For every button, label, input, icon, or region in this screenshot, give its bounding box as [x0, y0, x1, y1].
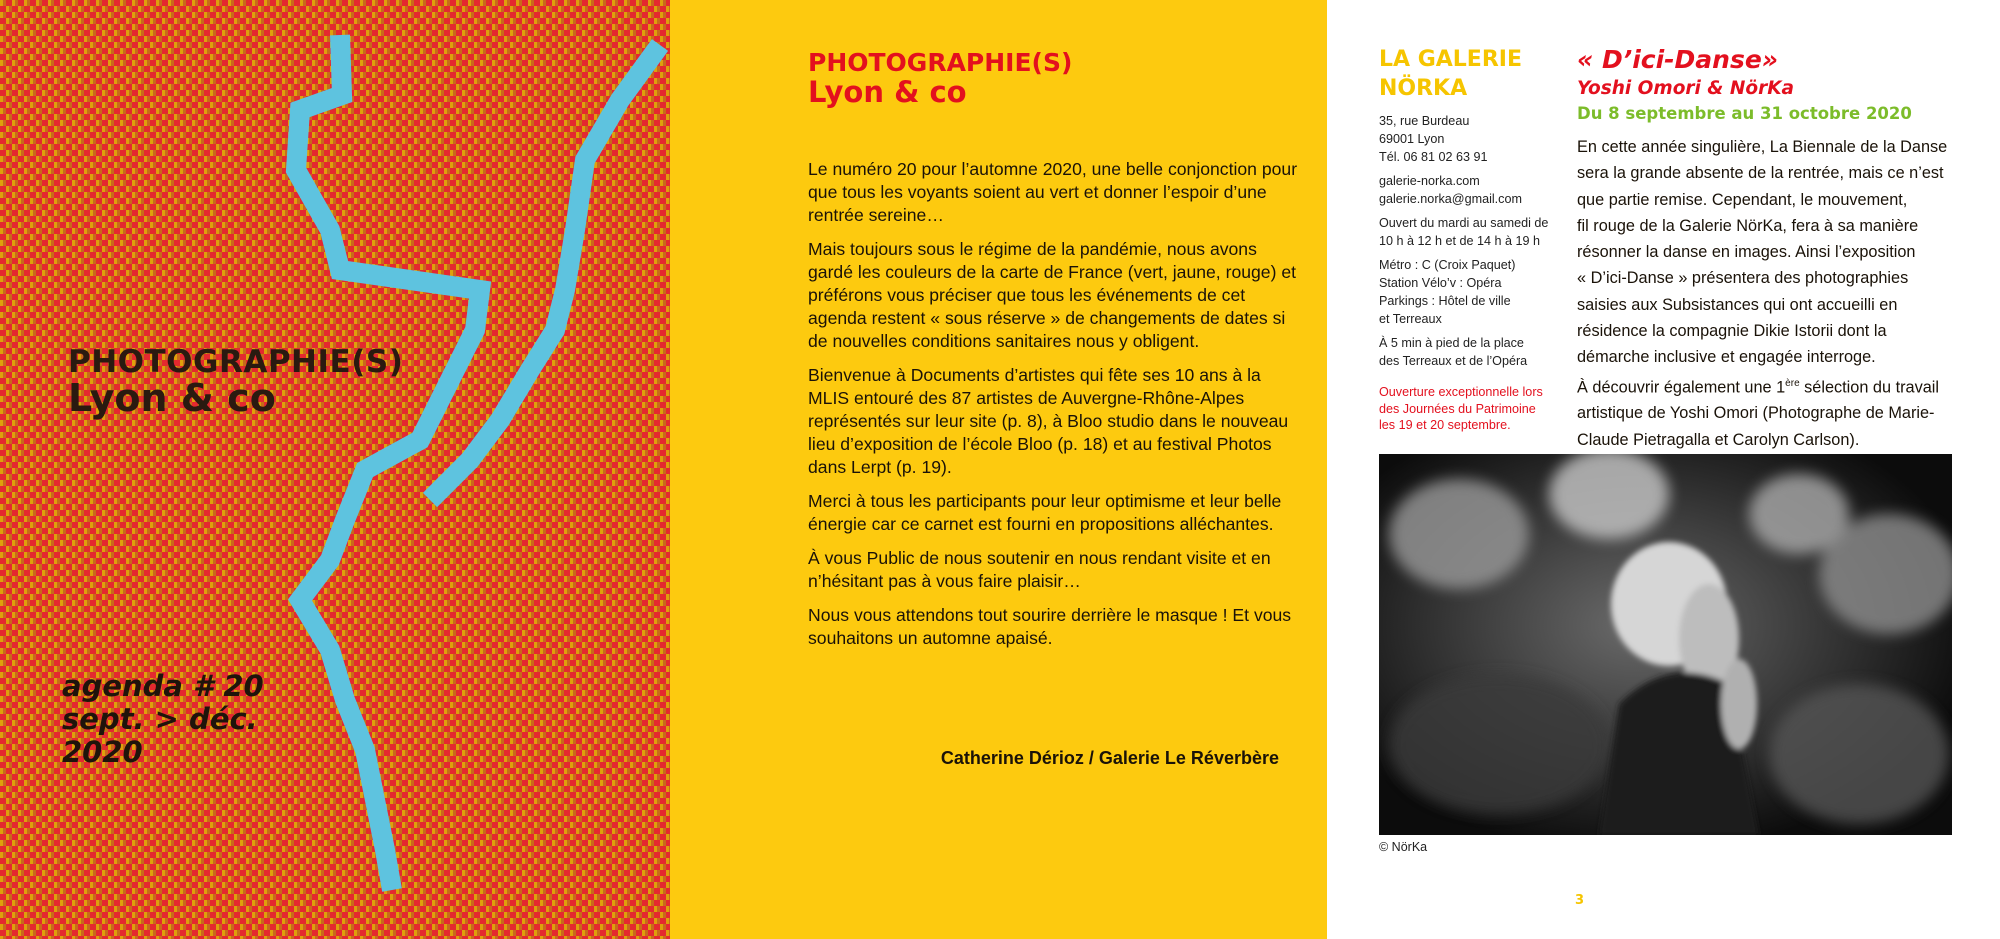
- editorial-heading-line2: Lyon & co: [808, 74, 967, 109]
- river-illustration: [0, 0, 670, 939]
- description-line: [1577, 371, 1962, 401]
- description-line: résonner la danse en images. Ainsi l’exposition: [1577, 243, 1916, 262]
- description-line: artistique de Yoshi Omori (Photographe de Marie-: [1577, 404, 1935, 423]
- exhibition-photo: [1379, 454, 1952, 835]
- description-line: sera la grande absente de la rentrée, mais ce n’est: [1577, 164, 1944, 183]
- description-line: Claude Pietragalla et Carolyn Carlson).: [1577, 430, 1860, 449]
- gallery-notice: [1379, 384, 1569, 434]
- exhibition-description: [1577, 134, 1962, 453]
- photo-credit: © NörKa: [1379, 840, 1428, 854]
- description-line: résidence la compagnie Dikie Istorii dont la: [1577, 322, 1887, 341]
- description-line10-post: sélection du travail: [1799, 378, 1939, 397]
- gallery-name-line2: NÖRKA: [1379, 76, 1468, 101]
- description-line: « D’ici-Danse » présentera des photographies: [1577, 269, 1909, 288]
- exhibition-title: « D’ici-Danse»: [1577, 45, 1779, 74]
- gallery-page: [1327, 0, 2000, 939]
- access-parking-line2: et Terreaux: [1379, 312, 1442, 326]
- exhibition-dates: Du 8 septembre au 31 octobre 2020: [1577, 104, 1912, 123]
- agenda-year: 2020: [62, 735, 143, 769]
- description-line: saisies aux Subsistances qui ont accueilli en: [1577, 295, 1898, 314]
- editorial-heading-line1: PHOTOGRAPHIE(S): [808, 48, 1073, 77]
- hours-line1: Ouvert du mardi au samedi de: [1379, 216, 1549, 230]
- gallery-name: [1379, 45, 1522, 103]
- editorial-body: [808, 158, 1298, 661]
- access-parking-line1: Parkings : Hôtel de ville: [1379, 294, 1511, 308]
- page-number: 3: [1575, 893, 1585, 908]
- gallery-hours: [1379, 214, 1569, 250]
- editorial-paragraph: Nous vous attendons tout sourire derrière le masque ! Et vous souhaitons un automne apaisé.: [808, 605, 1292, 648]
- gallery-contact: [1379, 172, 1569, 208]
- gallery-address: [1379, 112, 1569, 166]
- address-street: 35, rue Burdeau: [1379, 114, 1470, 128]
- cover-title: [68, 346, 403, 418]
- editorial-panel: [670, 0, 1327, 939]
- notice-line3: les 19 et 20 septembre.: [1379, 418, 1511, 432]
- cover-panel: [0, 0, 670, 939]
- access-metro: Métro : C (Croix Paquet): [1379, 258, 1516, 272]
- access-velov: Station Vélo’v : Opéra: [1379, 276, 1502, 290]
- walk-line1: À 5 min à pied de la place: [1379, 336, 1524, 350]
- cover-agenda: [62, 670, 264, 769]
- description-line: que partie remise. Cependant, le mouvement,: [1577, 190, 1908, 209]
- description-line: fil rouge de la Galerie NörKa, fera à sa manière: [1577, 216, 1919, 235]
- editorial-paragraph: Bienvenue à Documents d’artistes qui fête ses 10 ans à la MLIS entouré des 87 artistes de Auvergne-Rhône-Alpes représentés sur leur site (p. 8), à Bloo studio dans le nouveau lieu d’exposition de l’école Bloo (p. 18) et au festival Photos dans Lerpt (p. 19).: [808, 365, 1289, 477]
- notice-line2: des Journées du Patrimoine: [1379, 401, 1536, 416]
- editorial-signature: Catherine Dérioz / Galerie Le Réverbère: [940, 748, 1279, 768]
- address-city: 69001 Lyon: [1379, 132, 1445, 146]
- notice-line1: Ouverture exceptionnelle lors: [1379, 385, 1543, 399]
- gallery-walk: [1379, 334, 1569, 370]
- dancer-photo-illustration: [1379, 454, 1952, 835]
- gallery-website-link[interactable]: galerie-norka.com: [1379, 174, 1480, 188]
- gallery-access: [1379, 256, 1569, 328]
- cover-title-line1: PHOTOGRAPHIE(S): [68, 344, 404, 380]
- editorial-heading: [808, 49, 1072, 108]
- description-superscript: ère: [1785, 377, 1800, 389]
- hours-line2: 10 h à 12 h et de 14 h à 19 h: [1379, 234, 1541, 248]
- gallery-email-link[interactable]: galerie.norka@gmail.com: [1379, 192, 1522, 206]
- editorial-paragraph: Le numéro 20 pour l’automne 2020, une belle conjonction pour que tous les voyants soient au vert et donner l’espoir d’une rentrée sereine…: [808, 159, 1298, 225]
- cover-title-line2: Lyon & co: [68, 375, 276, 420]
- editorial-paragraph: Mais toujours sous le régime de la pandémie, nous avons gardé les couleurs de la carte de France (vert, jaune, rouge) et préférons vous préciser que tous les événements de cet agenda restent « sous réserve » de changements de dates si de nouvelles conditions sanitaires nous y obligent.: [808, 239, 1297, 351]
- description-line10-pre: À découvrir également une 1: [1577, 378, 1786, 397]
- gallery-phone[interactable]: Tél. 06 81 02 63 91: [1379, 150, 1488, 164]
- agenda-number: agenda # 20: [62, 669, 264, 703]
- description-line: En cette année singulière, La Biennale de la Danse: [1577, 138, 1948, 156]
- description-line: démarche inclusive et engagée interroge.: [1577, 348, 1876, 367]
- editorial-paragraph: À vous Public de nous soutenir en nous rendant visite et en n’hésitant pas à vous faire plaisir…: [808, 548, 1271, 591]
- agenda-months: sept. > déc.: [62, 702, 258, 736]
- gallery-name-line1: LA GALERIE: [1379, 47, 1522, 72]
- walk-line2: des Terreaux et de l’Opéra: [1379, 354, 1528, 368]
- exhibition-artist: Yoshi Omori & NörKa: [1577, 78, 1795, 99]
- gallery-info: [1379, 112, 1569, 376]
- editorial-paragraph: Merci à tous les participants pour leur optimisme et leur belle énergie car ce carnet est fourni en propositions alléchantes.: [808, 491, 1282, 534]
